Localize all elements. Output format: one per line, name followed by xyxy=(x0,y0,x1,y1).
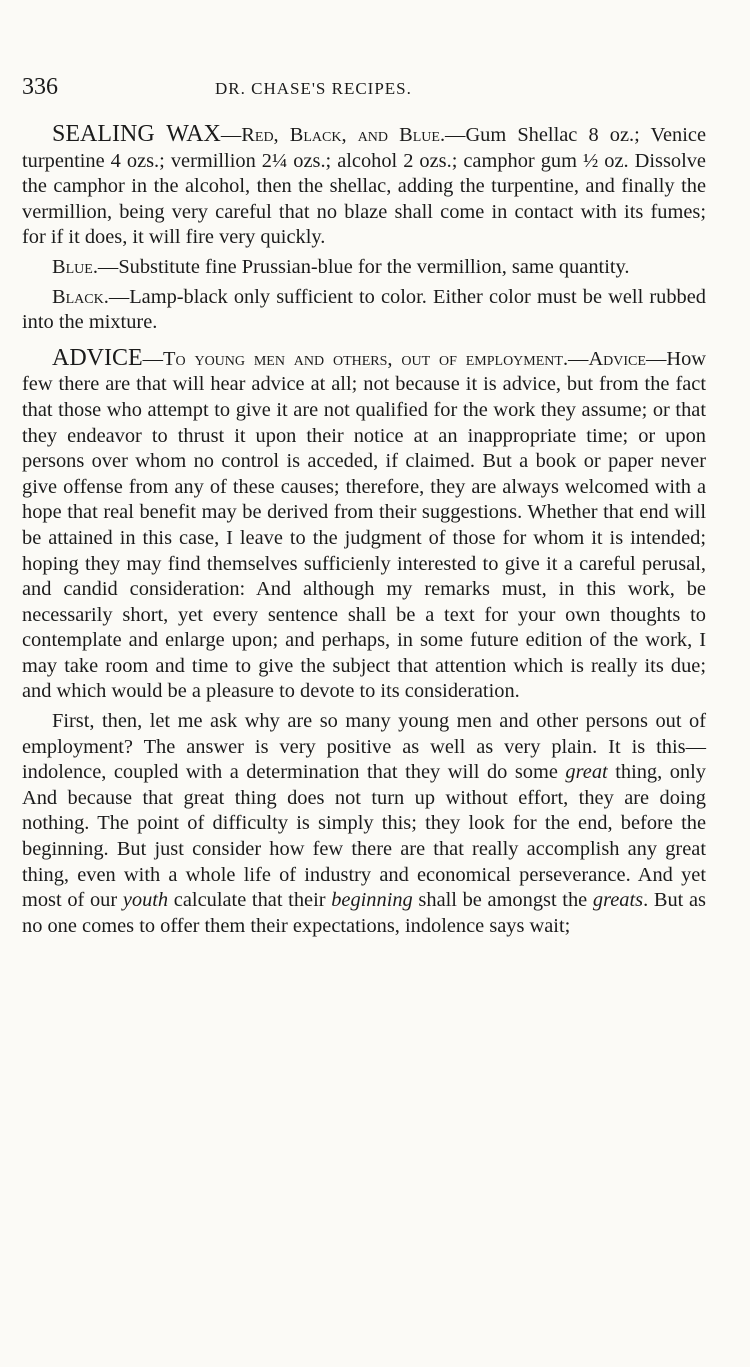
blue-body: —Substitute fine Prussian-blue for the vermillion, same quantity. xyxy=(97,255,630,278)
first-text-1: First, then, let me ask why are so many young men and other persons out of employment? The answer is very positive as well as very plain. It is this—indolence, coupled with a determination that they will do some xyxy=(22,710,706,784)
first-paragraph xyxy=(22,709,706,939)
page-header xyxy=(22,74,710,101)
black-variant xyxy=(22,285,706,336)
first-emph-great: great xyxy=(565,761,608,784)
first-text-3: calculate that their xyxy=(168,889,332,912)
first-text-5: . But as no one comes to offer them their expectations, indolence says wait; xyxy=(22,889,706,937)
blue-label: Blue. xyxy=(52,255,98,278)
sealing-wax-subhead: —Red, Black, and Blue. xyxy=(220,124,446,146)
advice-subhead: —To young men and others, out of employment.—Advice xyxy=(142,347,646,370)
black-body: —Lamp-black only sufficient to color. Either color must be well rubbed into the mixture. xyxy=(22,285,706,334)
page-number: 336 xyxy=(22,74,58,100)
advice-section xyxy=(22,346,706,705)
first-emph-greats: greats xyxy=(592,889,644,912)
running-title: DR. CHASE'S RECIPES. xyxy=(215,79,412,98)
first-text-4: shall be amongst the xyxy=(412,889,593,912)
black-label: Black. xyxy=(52,285,109,308)
advice-body: —How few there are that will hear advice at all; not because it is advice, but from the fact that those who attempt to give it are not qualified for the work they assume; or that they endeavor to thrust it upon their notice at an inappropriate time; or upon persons over whom no control is acceded, if claimed. But a book or paper never give offense from any of these causes; therefore, they are always welcomed with a hope that real benefit may be derived from their suggestions. Whether that end will be attained in this case, I leave to the judgment of those for whom it is intended; hoping they may find themselves sufficienly interested to give it a careful perusal, and candid consideration: And although my remarks must, in this work, be necessarily short, yet every sentence shall be a text for your own thoughts to contemplate and enlarge upon; and perhaps, in some future edition of the work, I may take room and time to give the subject that attention which is really its due; and which would be a pleasure to devote to its consideration. xyxy=(22,347,706,703)
first-emph-beginning: beginning xyxy=(331,889,413,912)
sealing-wax-body: —Gum Shellac 8 oz.; Venice turpentine 4 ozs.; vermillion 2¼ ozs.; alcohol 2 ozs.; camphor gum ½ oz. Dissolve the camphor in the alcohol, then the shellac, adding the turpentine, and finally the vermillion, being very careful that no blaze shall come in contact with its fumes; for if it does, it will fire very quickly. xyxy=(22,124,706,249)
blue-variant xyxy=(22,255,706,281)
body-text xyxy=(22,122,706,943)
advice-heading: ADVICE xyxy=(52,344,143,371)
first-emph-youth: youth xyxy=(122,889,169,912)
sealing-wax-recipe xyxy=(22,122,706,251)
sealing-wax-heading: SEALING WAX xyxy=(52,121,221,147)
first-text-2: thing, only And because that great thing does not turn up without effort, they are doing nothing. The point of difficulty is simply this; they look for the end, before the beginning. But just consider how few there are that really accomplish any great thing, even with a whole life of industry and economical perseverance. And yet most of our xyxy=(22,761,706,912)
